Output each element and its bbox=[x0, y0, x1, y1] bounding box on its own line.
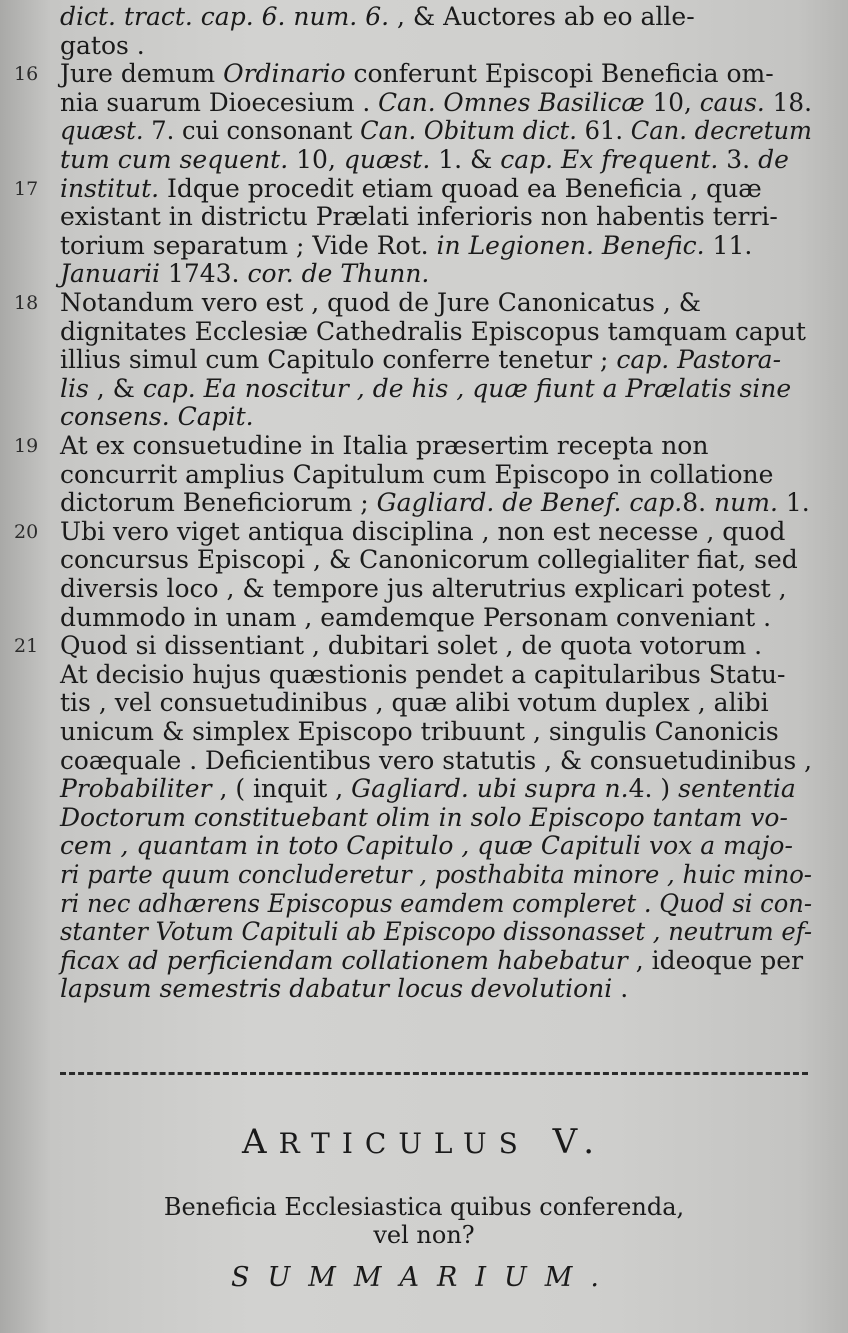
line-text bbox=[60, 373, 792, 403]
line-text bbox=[60, 690, 769, 716]
text-run: dictorum Beneficiorum ; bbox=[60, 488, 377, 518]
text-run: Notandum vero est , quod de Jure Canonicatus , & bbox=[60, 288, 702, 317]
line-text bbox=[60, 261, 429, 287]
line-text bbox=[60, 173, 762, 203]
summary-heading: SUMMARIUM. bbox=[230, 1262, 618, 1293]
text-run: 1743. bbox=[159, 259, 248, 289]
line-text bbox=[60, 919, 812, 945]
text-run: At ex consuetudine in Italia præsertim recepta non bbox=[60, 431, 709, 460]
line-text bbox=[60, 862, 812, 888]
italic-citation: tum cum sequent. bbox=[60, 145, 289, 174]
line-text bbox=[60, 633, 762, 659]
italic-citation: lapsum semestris dabatur locus devolutioni bbox=[60, 974, 613, 1004]
italic-citation: sententia bbox=[678, 774, 796, 804]
italic-citation: Gagliard. ubi supra n. bbox=[351, 774, 629, 804]
text-run: 3. bbox=[718, 145, 759, 174]
italic-citation: cap. Ea noscitur , de his , quæ fiunt a Prælatis sine bbox=[142, 373, 792, 403]
text-run: 1. & bbox=[430, 145, 501, 174]
text-run: , ( inquit , bbox=[211, 774, 352, 804]
text-run: conferunt Episcopi Beneficia om- bbox=[345, 59, 774, 89]
paragraph-number: 16 bbox=[14, 63, 39, 86]
italic-citation: Ordinario bbox=[223, 59, 346, 89]
text-run: Ubi vero viget antiqua disciplina , non est necesse , quod bbox=[60, 516, 786, 546]
italic-citation: Probabiliter bbox=[60, 774, 212, 804]
italic-citation: Gagliard. de Benef. cap. bbox=[376, 488, 683, 518]
text-run: 11. bbox=[704, 230, 753, 260]
line-text bbox=[60, 4, 695, 30]
text-run: torium separatum ; Vide Rot. bbox=[60, 230, 437, 260]
line-text bbox=[60, 316, 806, 346]
text-run: 10, bbox=[644, 87, 700, 117]
paragraph-number: 17 bbox=[14, 177, 39, 200]
italic-citation: Can. Omnes Basilicæ bbox=[378, 87, 645, 117]
line-text bbox=[60, 87, 812, 117]
text-run: , ideoque per bbox=[627, 945, 804, 975]
paragraph-number: 19 bbox=[14, 435, 39, 457]
italic-citation: cor. de Thunn. bbox=[247, 259, 430, 289]
line-text bbox=[60, 888, 813, 918]
line-text bbox=[60, 204, 778, 230]
text-run: , & bbox=[88, 373, 143, 403]
section-divider bbox=[60, 1072, 808, 1075]
text-run: dummodo in unam , eamdemque Personam conveniant . bbox=[60, 602, 772, 632]
line-text bbox=[60, 433, 708, 459]
article-heading-number: V. bbox=[552, 1122, 606, 1162]
text-run: diversis loco , & tempore jus alterutrius explicari potest , bbox=[60, 574, 787, 603]
line-text bbox=[60, 404, 254, 430]
line-text bbox=[60, 576, 787, 602]
text-run: existant in districtu Prælati inferioris non habentis terri- bbox=[60, 202, 778, 232]
italic-citation: cem , quantam in toto Capitulo , quæ Capituli vox a majo- bbox=[60, 831, 793, 861]
italic-citation: de bbox=[758, 145, 789, 174]
text-run: nia suarum Dioecesium . bbox=[60, 87, 379, 117]
italic-citation: quæst. bbox=[343, 145, 431, 174]
line-text bbox=[60, 833, 793, 859]
italic-citation: caus. bbox=[699, 87, 765, 117]
italic-citation: quæst. bbox=[60, 116, 144, 146]
article-subtitle-line-1: Beneficia Ecclesiastica quibus conferenda, bbox=[163, 1193, 685, 1221]
text-run: dignitates Ecclesiæ Cathedralis Episcopus tamquam caput bbox=[60, 316, 806, 346]
text-run: gatos . bbox=[60, 30, 145, 60]
text-run: Idque procedit etiam quoad ea Beneficia , quæ bbox=[159, 173, 762, 203]
line-text bbox=[60, 659, 786, 689]
italic-citation: lis bbox=[60, 373, 89, 403]
text-run: Quod si dissentiant , dubitari solet , de quota votorum . bbox=[60, 631, 763, 661]
italic-citation: stanter Votum Capituli ab Episcopo dissonasset , neutrum ef- bbox=[60, 917, 813, 947]
paragraph-number: 20 bbox=[14, 520, 39, 543]
line-text bbox=[60, 118, 812, 144]
text-run: 8. bbox=[682, 488, 715, 518]
text-run: 10, bbox=[288, 145, 344, 174]
text-run: 61. bbox=[576, 116, 631, 146]
line-text bbox=[60, 147, 789, 173]
text-run: coæquale . Deficientibus vero statutis , & consuetudinibus , bbox=[60, 745, 812, 775]
line-text bbox=[60, 976, 628, 1002]
text-run: Jure demum bbox=[60, 59, 224, 89]
paragraph-number: 21 bbox=[14, 635, 39, 658]
italic-citation: cap. Ex frequent. bbox=[500, 145, 719, 174]
line-text bbox=[60, 61, 774, 87]
text-run: concurrit amplius Capitulum cum Episcopo in collatione bbox=[60, 459, 774, 489]
italic-citation: Doctorum constituebant olim in solo Episcopo tantam vo- bbox=[60, 802, 788, 832]
italic-citation: cap. Pastora- bbox=[616, 345, 782, 375]
text-run: concursus Episcopi , & Canonicorum collegialiter fiat, sed bbox=[60, 545, 798, 575]
article-subtitle-line-2: vel non? bbox=[373, 1221, 475, 1249]
line-text bbox=[60, 745, 812, 775]
paragraph-number: 18 bbox=[14, 292, 39, 314]
article-heading-word: RTICULUS bbox=[278, 1127, 530, 1160]
italic-citation: ficax ad perficiendam collationem habebatur bbox=[60, 945, 628, 975]
line-text bbox=[60, 347, 781, 373]
italic-citation: Can. Obitum dict. bbox=[360, 116, 577, 146]
text-run: At decisio hujus quæstionis pendet a capitularibus Statu- bbox=[60, 659, 786, 689]
article-heading bbox=[0, 1122, 848, 1162]
line-text bbox=[60, 602, 772, 632]
line-text bbox=[60, 802, 788, 832]
line-text bbox=[60, 30, 145, 60]
line-text bbox=[60, 719, 779, 745]
italic-citation: institut. bbox=[60, 173, 160, 203]
text-run: 7. cui consonant bbox=[143, 116, 361, 146]
text-run: , & Auctores ab eo alle- bbox=[389, 2, 695, 31]
text-run: unicum & simplex Episcopo tribuunt , singulis Canonicis bbox=[60, 717, 779, 746]
italic-citation: consens. Capit. bbox=[60, 402, 254, 432]
line-text bbox=[60, 490, 810, 516]
text-run: 18. bbox=[764, 87, 812, 117]
text-run: 4. ) bbox=[628, 774, 679, 804]
italic-citation: num. bbox=[714, 488, 778, 518]
line-text bbox=[60, 547, 798, 573]
italic-citation: Can. decretum bbox=[630, 116, 812, 146]
line-text bbox=[60, 230, 753, 260]
line-text bbox=[60, 459, 774, 489]
text-run: . bbox=[612, 974, 629, 1004]
italic-citation: dict. tract. cap. 6. num. 6. bbox=[60, 2, 390, 31]
italic-citation: ri nec adhærens Episcopus eamdem compleret . Quod si con- bbox=[60, 888, 813, 918]
text-run: 1. bbox=[777, 488, 810, 518]
italic-citation: in Legionen. Benefic. bbox=[436, 230, 705, 260]
line-text bbox=[60, 290, 701, 316]
text-run: tis , vel consuetudinibus , quæ alibi votum duplex , alibi bbox=[60, 688, 769, 718]
line-text bbox=[60, 776, 796, 802]
article-heading-initial: A bbox=[242, 1122, 279, 1162]
italic-citation: ri parte quum concluderetur , posthabita minore , huic mino- bbox=[60, 860, 813, 889]
line-text bbox=[60, 516, 786, 546]
italic-citation: Januarii bbox=[60, 259, 160, 289]
line-text bbox=[60, 945, 804, 975]
text-run: illius simul cum Capitulo conferre tenetur ; bbox=[60, 345, 617, 375]
